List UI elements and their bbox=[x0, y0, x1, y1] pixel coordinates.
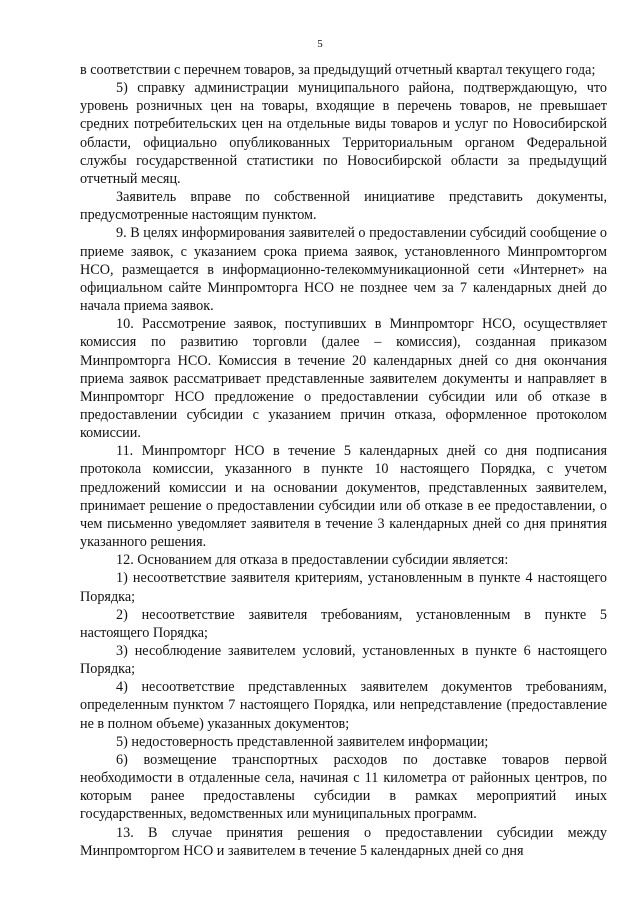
paragraph-refusal-5: 5) недостоверность представленной заявителем информации; bbox=[116, 733, 489, 750]
paragraph-section-9: 9. В целях информирования заявителей о предоставлении субсидий сообщение о приеме заявок, с указанием срока приема заявок, установленного Минпромторгом НСО, размещается в информационно-телекоммуникационной сети «Интернет» на официальном сайте Минпромторга НСО не позднее чем за 7 календарных дней до начала приема заявок. bbox=[80, 225, 607, 315]
paragraph-section-13: 13. В случае принятия решения о предоставлении субсидии между Минпромторгом НСО и заявителем в течение 5 календарных дней со дня bbox=[80, 824, 607, 859]
page-number: 5 bbox=[317, 38, 323, 50]
paragraph-section-10: 10. Рассмотрение заявок, поступивших в Минпромторг НСО, осуществляет комиссия по развитию торговли (далее – комиссия), созданная приказом Минпромторга НСО. Комиссия в течение 20 календарных дней со дня окончания приема заявок рассматривает представленные заявителем документы и направляет в Минпромторг НСО предложение о предоставлении субсидии или об отказе в предоставлении субсидии с указанием причин отказа, оформленное протоколом комиссии. bbox=[80, 316, 607, 442]
paragraph-refusal-1: 1) несоответствие заявителя критериям, установленным в пункте 4 настоящего Порядка; bbox=[80, 570, 607, 605]
paragraph-refusal-4: 4) несоответствие представленных заявителем документов требованиям, определенным пунктом 7 настоящего Порядка, или непредставление (предоставление не в полном объеме) указанных документов; bbox=[80, 679, 607, 732]
body-text bbox=[80, 61, 607, 860]
paragraph-refusal-6: 6) возмещение транспортных расходов по доставке товаров первой необходимости в отдаленные села, начиная с 11 километра от районных центров, по которым ранее предоставлены субсидии в рамках мероприятий иных государственных, ведомственных или муниципальных программ. bbox=[80, 751, 607, 823]
paragraph-continuation: в соответствии с перечнем товаров, за предыдущий отчетный квартал текущего года; bbox=[80, 62, 596, 78]
paragraph-section-11: 11. Минпромторг НСО в течение 5 календарных дней со дня подписания протокола комиссии, указанного в пункте 10 настоящего Порядка, с учетом предложений комиссии и на основании документов, представленных заявителем, принимает решение о предоставлении субсидии или об отказе в ее предоставлении, о чем письменно уведомляет заявителя в течение 3 календарных дней со дня принятия указанного решения. bbox=[80, 443, 607, 551]
paragraph-refusal-2: 2) несоответствие заявителя требованиям, установленным в пункте 5 настоящего Порядка; bbox=[80, 606, 607, 641]
paragraph-section-12: 12. Основанием для отказа в предоставлении субсидии является: bbox=[116, 552, 509, 569]
paragraph-applicant-initiative: Заявитель вправе по собственной инициативе представить документы, предусмотренные настоящим пунктом. bbox=[80, 189, 607, 224]
paragraph-item-5-price-certificate: 5) справку администрации муниципального района, подтверждающую, что уровень розничных цен на товары, входящие в перечень товаров, не превышает средних потребительских цен на отдельные виды товаров и услуг по Новосибирской области, официально опубликованных Территориальным органом Федеральной службы государственной статистики по Новосибирской области за предыдущий отчетный месяц. bbox=[80, 80, 607, 187]
paragraph-refusal-3: 3) несоблюдение заявителем условий, установленных в пункте 6 настоящего Порядка; bbox=[80, 643, 607, 678]
